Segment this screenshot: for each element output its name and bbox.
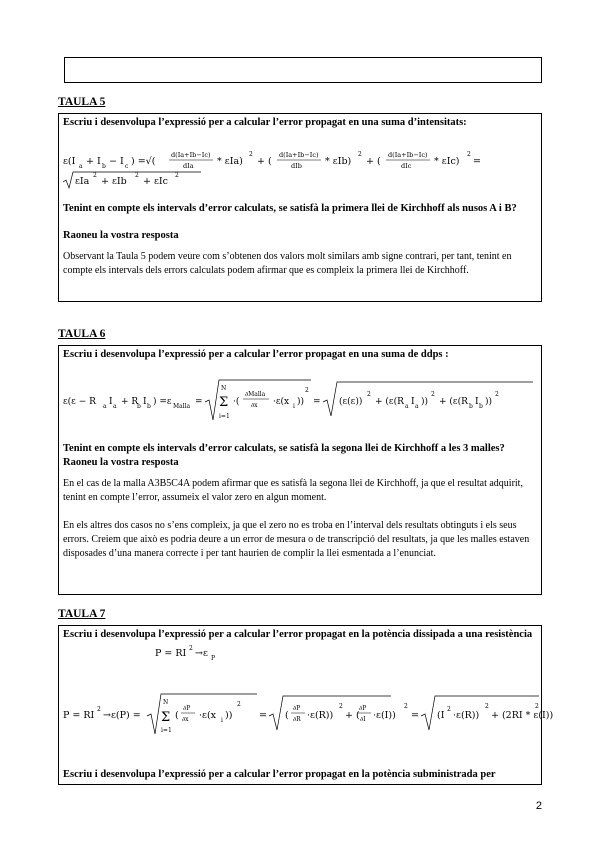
svg-text:=: = <box>313 397 321 407</box>
svg-text:(ε(ε)): (ε(ε)) <box>339 397 363 407</box>
svg-text:b: b <box>479 403 483 410</box>
svg-text:)): )) <box>225 710 233 721</box>
svg-text:dIa: dIa <box>183 162 194 170</box>
taula5-heading: TAULA 5 <box>58 96 106 108</box>
svg-text:I: I <box>475 397 479 407</box>
svg-text:·ε(x: ·ε(x <box>273 397 290 407</box>
svg-text:εIa: εIa <box>75 176 90 187</box>
svg-text:P: P <box>211 655 216 662</box>
svg-text:∂P: ∂P <box>293 705 301 712</box>
svg-text:P = RI: P = RI <box>155 648 187 659</box>
svg-text:I: I <box>109 397 113 407</box>
svg-text:* εIc): * εIc) <box>434 156 460 167</box>
svg-text:∂x: ∂x <box>182 716 189 723</box>
svg-text:2: 2 <box>189 645 193 652</box>
taula5-formula <box>61 144 539 190</box>
svg-text:+ (: + ( <box>345 710 360 721</box>
svg-text:∂P: ∂P <box>359 705 367 712</box>
svg-text:Σ: Σ <box>219 395 229 410</box>
svg-text:Malla: Malla <box>173 403 191 410</box>
taula5-prompt: Escriu i desenvolupa l’expressió per a calcular l’error propagat en una suma d’intensitats: <box>63 117 467 128</box>
taula6-prompt: Escriu i desenvolupa l’expressió per a calcular l’error propagat en una suma de ddps : <box>63 349 449 360</box>
svg-text:d(Ia+Ib−Ic): d(Ia+Ib−Ic) <box>388 151 428 159</box>
svg-text:2: 2 <box>535 703 539 710</box>
page-number: 2 <box>535 800 542 812</box>
taula5-box <box>58 113 542 302</box>
svg-text:+ (2RI * ε(I)): + (2RI * ε(I)) <box>491 710 554 721</box>
svg-text:N: N <box>163 699 169 706</box>
svg-text:i=1: i=1 <box>219 413 230 420</box>
svg-text:)): )) <box>421 397 429 407</box>
svg-text:) =√(: ) =√( <box>131 156 156 167</box>
svg-text:2: 2 <box>447 706 451 713</box>
svg-text:b: b <box>469 403 473 410</box>
svg-text:a: a <box>415 403 419 410</box>
svg-text:+ εIb: + εIb <box>101 176 127 187</box>
svg-text:) =ε: ) =ε <box>153 397 172 407</box>
svg-text:dIb: dIb <box>291 162 302 170</box>
svg-text:)): )) <box>485 397 493 407</box>
svg-text:I: I <box>143 397 147 407</box>
svg-text:N: N <box>221 385 227 392</box>
svg-text:2: 2 <box>305 387 309 394</box>
svg-text:a: a <box>405 403 409 410</box>
svg-text:∂x: ∂x <box>251 402 258 409</box>
svg-text:·(: ·( <box>233 397 240 407</box>
svg-text:(I: (I <box>437 710 445 721</box>
svg-text:2: 2 <box>404 703 408 710</box>
svg-text:d(Ia+Ib−Ic): d(Ia+Ib−Ic) <box>279 151 319 159</box>
svg-text:dIc: dIc <box>401 162 412 170</box>
svg-text:b: b <box>147 403 151 410</box>
svg-text:* εIa): * εIa) <box>217 156 243 167</box>
taula6-question: Tenint en compte els intervals d’error calculats, se satisfà la segona llei de Kirchhoff a les 3 malles? <box>63 443 505 454</box>
svg-text:2: 2 <box>237 701 241 708</box>
svg-text:i: i <box>221 717 223 724</box>
svg-text:+ I: + I <box>86 156 101 167</box>
taula6-formula <box>61 376 539 430</box>
svg-text:(: ( <box>175 710 179 721</box>
svg-text:2: 2 <box>358 151 362 158</box>
taula7-box <box>58 625 554 785</box>
taula6-heading: TAULA 6 <box>58 328 106 340</box>
svg-text:(: ( <box>285 710 289 721</box>
svg-text:·ε(R)): ·ε(R)) <box>307 710 334 721</box>
svg-text:2: 2 <box>97 706 101 713</box>
svg-text:2: 2 <box>367 391 371 398</box>
svg-text:P = RI: P = RI <box>63 710 95 721</box>
taula5-reason: Raoneu la vostra resposta <box>63 230 179 241</box>
svg-text:c: c <box>125 163 129 170</box>
svg-text:→ε(P) =: →ε(P) = <box>103 710 141 721</box>
taula7-formula <box>61 626 554 742</box>
svg-text:2: 2 <box>135 172 139 179</box>
taula6-answer-2: En els altres dos casos no s’ens compleix, ja que el zero no es troba en l’interval dels resultats obtinguts i els seus errors. Creiem que això es podria deure a un error de mesura o de transcripció del resultats, ja que les malles estaven disposades d’una manera correcte i per tant haurien de complir la llei esmentada a l’enunciat. <box>63 520 530 559</box>
svg-text:∂I: ∂I <box>360 716 366 723</box>
svg-text:+ (ε(R: + (ε(R <box>375 397 404 407</box>
svg-text:* εIb): * εIb) <box>325 156 352 167</box>
svg-text:a: a <box>103 403 107 410</box>
svg-text:·ε(I)): ·ε(I)) <box>373 710 396 721</box>
svg-text:b: b <box>137 403 141 410</box>
svg-text:+ (ε(R: + (ε(R <box>439 397 468 407</box>
svg-text:− I: − I <box>109 156 124 167</box>
taula7-prompt-2: Escriu i desenvolupa l’expressió per a calcular l’error propagat en la potència subministrada per <box>63 769 496 780</box>
svg-text:2: 2 <box>431 391 435 398</box>
taula6-answer-1: En el cas de la malla A3B5C4A podem afirmar que es satisfà la segona llei de Kirchhoff, ja que el resultat adquirit, tenint en compte l’error, assumeix el valor zero en algun moment. <box>63 478 523 503</box>
svg-text:+ εIc: + εIc <box>143 176 168 187</box>
svg-text:+ (: + ( <box>257 156 272 167</box>
svg-text:+ (: + ( <box>366 156 381 167</box>
svg-text:b: b <box>102 163 106 170</box>
svg-text:2: 2 <box>175 172 179 179</box>
svg-text:=: = <box>195 397 203 407</box>
svg-text:i: i <box>293 403 295 410</box>
svg-text:+ R: + R <box>121 397 139 407</box>
svg-text:ε(I: ε(I <box>63 156 76 167</box>
svg-text:=: = <box>411 710 419 721</box>
svg-text:∂P: ∂P <box>183 705 191 712</box>
svg-text:Σ: Σ <box>161 710 171 725</box>
svg-text:=: = <box>473 156 481 167</box>
svg-text:2: 2 <box>467 151 471 158</box>
svg-text:ε(ε − R: ε(ε − R <box>63 397 96 407</box>
svg-text:2: 2 <box>93 172 97 179</box>
svg-text:2: 2 <box>485 703 489 710</box>
svg-text:=: = <box>259 710 267 721</box>
taula7-prompt: Escriu i desenvolupa l’expressió per a calcular l’error propagat en la potència dissipada a una resistència <box>63 629 533 640</box>
svg-text:d(Ia+Ib−Ic): d(Ia+Ib−Ic) <box>171 151 211 159</box>
taula5-answer: Observant la Taula 5 podem veure com s’obtenen dos valors molt similars amb signe contrari, per tant, tenint en compte els intervals dels errors calculats podem afirmar que es compleix la primera llei de Kirchhoff. <box>63 251 512 276</box>
svg-text:2: 2 <box>339 703 343 710</box>
taula7-heading: TAULA 7 <box>58 608 106 620</box>
svg-text:·ε(R)): ·ε(R)) <box>453 710 480 721</box>
svg-text:a: a <box>113 403 117 410</box>
svg-text:a: a <box>79 163 83 170</box>
svg-text:I: I <box>411 397 415 407</box>
svg-text:2: 2 <box>495 391 499 398</box>
svg-text:i=1: i=1 <box>161 727 172 734</box>
empty-answer-box <box>64 57 542 83</box>
svg-text:∂Malla: ∂Malla <box>245 391 266 398</box>
svg-text:∂R: ∂R <box>293 716 301 723</box>
svg-text:2: 2 <box>249 151 253 158</box>
taula6-reason: Raoneu la vostra resposta <box>63 457 179 468</box>
svg-text:)): )) <box>297 397 305 407</box>
svg-text:·ε(x: ·ε(x <box>199 710 217 721</box>
taula5-question: Tenint en compte els intervals d’error calculats, se satisfà la primera llei de Kirchhoff als nusos A i B? <box>63 203 517 214</box>
taula6-box <box>58 345 542 595</box>
svg-text:→ε: →ε <box>195 648 208 659</box>
